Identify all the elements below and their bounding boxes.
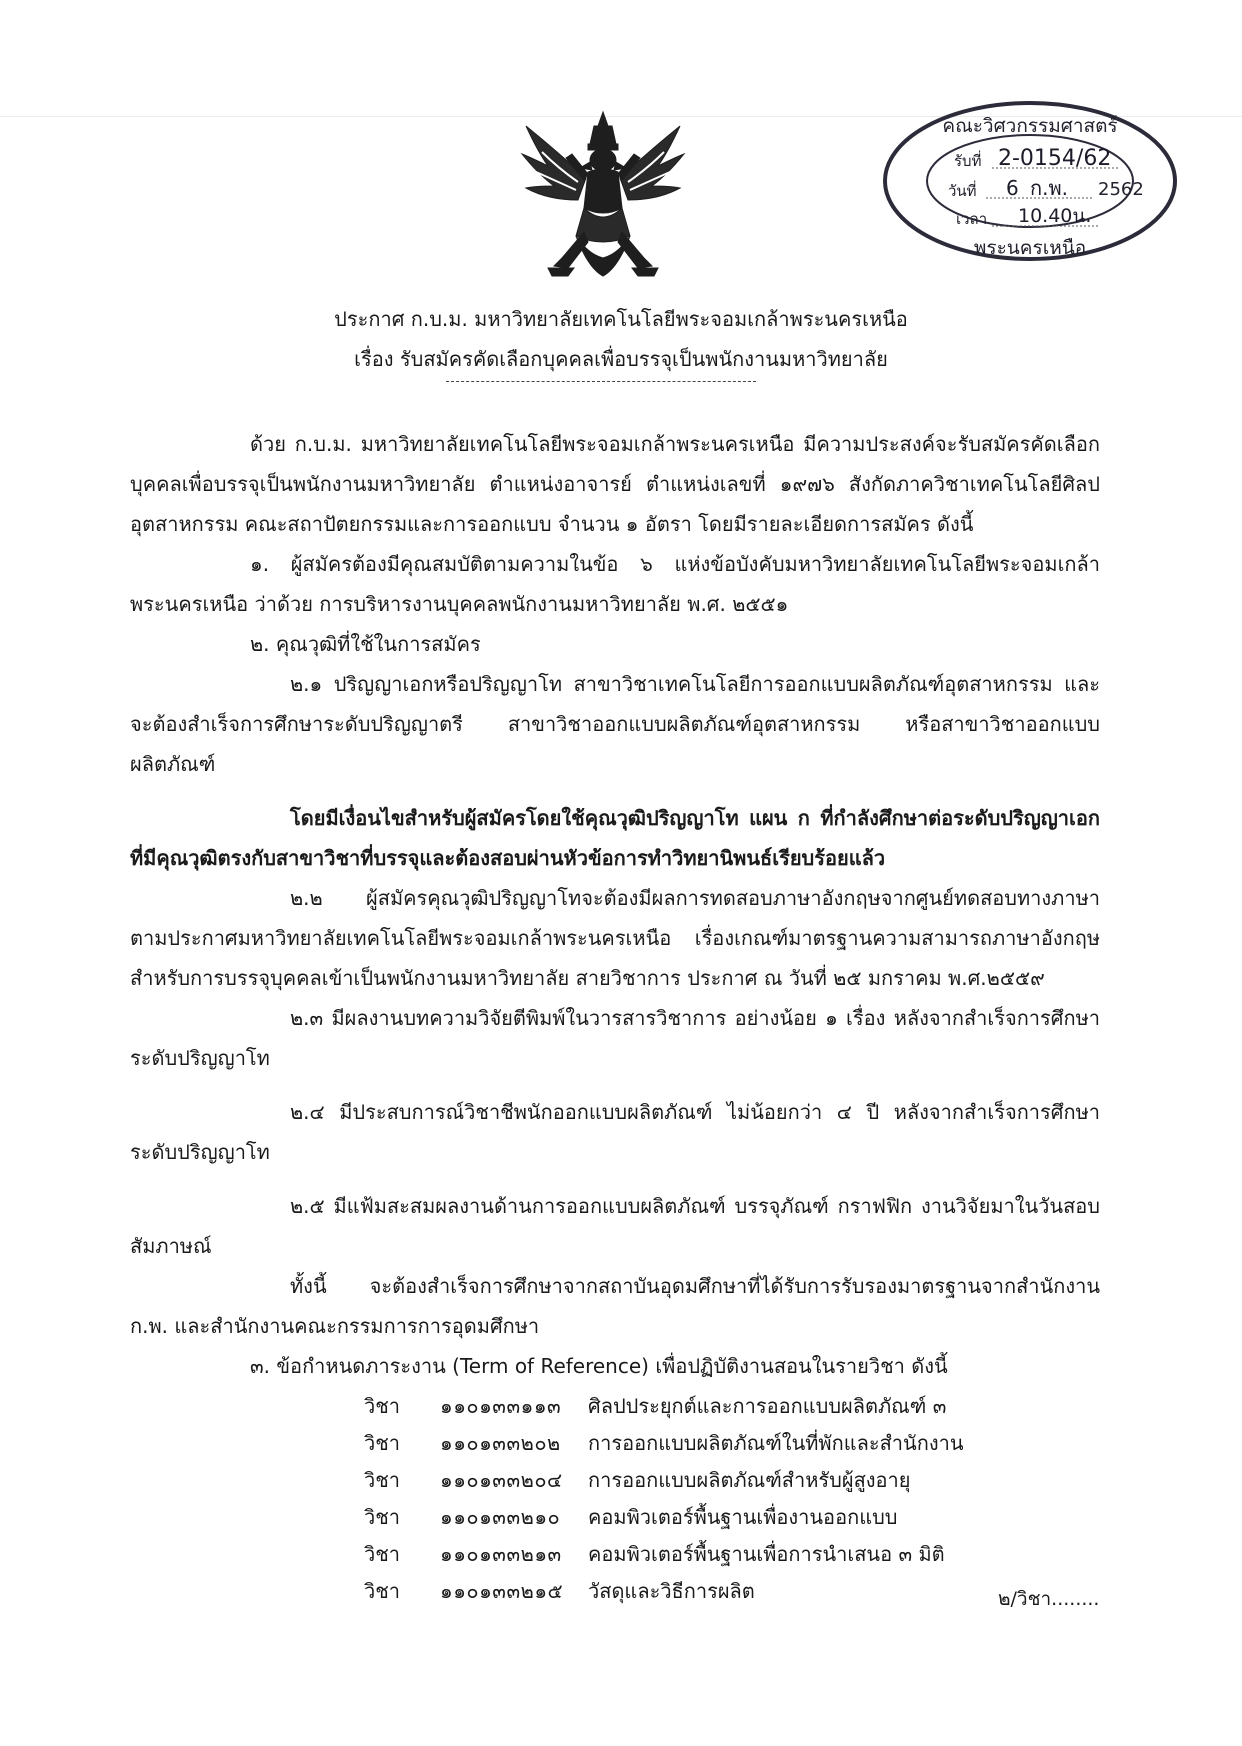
course-label: วิชา: [364, 1505, 401, 1529]
course-label: วิชา: [364, 1431, 401, 1455]
note-paragraph: ทั้งนี้ จะต้องสำเร็จการศึกษาจากสถาบันอุดมศึกษาที่ได้รับการรับรองมาตรฐานจากสำนักงาน ก.พ. และสำนักงานคณะกรรมการการอุดมศึกษา: [130, 1274, 1100, 1338]
item-2-5: ๒.๕ มีแฟ้มสะสมผลงานด้านการออกแบบผลิตภัณฑ์ บรรจุภัณฑ์ กราฟฟิก งานวิจัยมาในวันสอบสัมภาษณ์: [130, 1194, 1100, 1258]
item-3-heading: ๓. ข้อกำหนดภาระงาน (Term of Reference) เพื่อปฏิบัติงานสอนในรายวิชา ดังนี้: [250, 1354, 948, 1378]
course-list: [130, 1388, 1100, 1610]
stamp-received-label: รับที่: [954, 152, 982, 170]
course-row: [130, 1388, 1100, 1425]
course-code: ๑๑๐๑๓๓๑๑๓: [440, 1394, 562, 1418]
course-code: ๑๑๐๑๓๓๒๐๔: [440, 1468, 563, 1492]
item-2-3: ๒.๓ มีผลงานบทความวิจัยตีพิมพ์ในวารสารวิชาการ อย่างน้อย ๑ เรื่อง หลังจากสำเร็จการศึกษาระดับปริญญาโท: [130, 1006, 1100, 1070]
course-row: [130, 1425, 1100, 1462]
course-label: วิชา: [364, 1468, 401, 1492]
item-2-1: ๒.๑ ปริญญาเอกหรือปริญญาโท สาขาวิชาเทคโนโลยีการออกแบบผลิตภัณฑ์อุตสาหกรรม และจะต้องสำเร็จการศึกษาระดับปริญญาตรี สาขาวิชาออกแบบผลิตภัณฑ์อุตสาหกรรม หรือสาขาวิชาออกแบบผลิตภัณฑ์: [130, 672, 1100, 776]
receipt-stamp: [880, 96, 1180, 266]
item-2-1-condition: โดยมีเงื่อนไขสำหรับผู้สมัครโดยใช้คุณวุฒิปริญญาโท แผน ก ที่กำลังศึกษาต่อระดับปริญญาเอกที่มีคุณวุฒิตรงกับสาขาวิชาที่บรรจุและต้องสอบผ่านหัวข้อการทำวิทยานิพนธ์เรียบร้อยแล้ว: [130, 806, 1100, 870]
course-name: คอมพิวเตอร์พื้นฐานเพื่องานออกแบบ: [588, 1505, 898, 1529]
course-label: วิชา: [364, 1542, 401, 1566]
course-code: ๑๑๐๑๓๓๒๑๐: [440, 1505, 561, 1529]
announcement-title: ประกาศ ก.บ.ม. มหาวิทยาลัยเทคโนโลยีพระจอมเกล้าพระนครเหนือ: [334, 307, 908, 331]
stamp-date-year: 2562: [1098, 179, 1144, 200]
garuda-emblem-icon: [518, 108, 688, 286]
stamp-org-top: คณะวิศวกรรมศาสตร์: [942, 115, 1118, 137]
item-2-4: ๒.๔ มีประสบการณ์วิชาชีพนักออกแบบผลิตภัณฑ์ ไม่น้อยกว่า ๔ ปี หลังจากสำเร็จการศึกษาระดับปริญญาโท: [130, 1100, 1100, 1164]
announcement-body: [130, 424, 1100, 1610]
stamp-received-no: 2-0154/62: [998, 146, 1112, 171]
course-code: ๑๑๐๑๓๓๒๑๓: [440, 1542, 562, 1566]
stamp-time-label: เวลา: [956, 210, 988, 228]
course-label: วิชา: [364, 1394, 401, 1418]
announcement-subject: เรื่อง รับสมัครคัดเลือกบุคคลเพื่อบรรจุเป็นพนักงานมหาวิทยาลัย: [354, 347, 888, 371]
course-name: การออกแบบผลิตภัณฑ์ในที่พักและสำนักงาน: [588, 1431, 964, 1455]
stamp-date-label: วันที่: [948, 182, 977, 200]
course-row: [130, 1462, 1100, 1499]
stamp-date-day: 6: [1006, 176, 1019, 200]
course-code: ๑๑๐๑๓๓๒๐๒: [440, 1431, 561, 1455]
course-row: [130, 1536, 1100, 1573]
item-2-2: ๒.๒ ผู้สมัครคุณวุฒิปริญญาโทจะต้องมีผลการทดสอบภาษาอังกฤษจากศูนย์ทดสอบทางภาษาตามประกาศมหาวิทยาลัยเทคโนโลยีพระจอมเกล้าพระนครเหนือ เรื่องเกณฑ์มาตรฐานความสามารถภาษาอังกฤษสำหรับการบรรจุบุคคลเข้าเป็นพนักงานมหาวิทยาลัย สายวิชาการ ประกาศ ณ วันที่ ๒๕ มกราคม พ.ศ.๒๕๕๙: [130, 886, 1100, 990]
page-continuation: ๒/วิชา........: [998, 1588, 1100, 1610]
item-2-heading: ๒. คุณวุฒิที่ใช้ในการสมัคร: [250, 632, 481, 656]
course-label: วิชา: [364, 1579, 401, 1603]
course-name: วัสดุและวิธีการผลิต: [588, 1579, 755, 1603]
course-row: [130, 1573, 1100, 1610]
course-code: ๑๑๐๑๓๓๒๑๕: [440, 1579, 564, 1603]
course-name: ศิลปประยุกต์และการออกแบบผลิตภัณฑ์ ๓: [588, 1394, 947, 1418]
intro-paragraph: ด้วย ก.บ.ม. มหาวิทยาลัยเทคโนโลยีพระจอมเกล้าพระนครเหนือ มีความประสงค์จะรับสมัครคัดเลือกบุคคลเพื่อบรรจุเป็นพนักงานมหาวิทยาลัย ตำแหน่งอาจารย์ ตำแหน่งเลขที่ ๑๙๗๖ สังกัดภาควิชาเทคโนโลยีศิลปอุตสาหกรรม คณะสถาปัตยกรรมและการออกแบบ จำนวน ๑ อัตรา โดยมีรายละเอียดการสมัคร ดังนี้: [130, 432, 1100, 536]
course-name: คอมพิวเตอร์พื้นฐานเพื่อการนำเสนอ ๓ มิติ: [588, 1542, 945, 1566]
stamp-org-bottom: พระนครเหนือ: [973, 237, 1087, 259]
stamp-time-value: 10.40น.: [1018, 205, 1092, 227]
course-row: [130, 1499, 1100, 1536]
course-name: การออกแบบผลิตภัณฑ์สำหรับผู้สูงอายุ: [588, 1468, 911, 1492]
item-1: ๑. ผู้สมัครต้องมีคุณสมบัติตามความในข้อ ๖ แห่งข้อบังคับมหาวิทยาลัยเทคโนโลยีพระจอมเกล้าพระนครเหนือ ว่าด้วย การบริหารงานบุคคลพนักงานมหาวิทยาลัย พ.ศ. ๒๕๕๑: [130, 552, 1100, 616]
stamp-date-month: ก.พ.: [1030, 176, 1069, 200]
title-divider: [446, 381, 756, 382]
